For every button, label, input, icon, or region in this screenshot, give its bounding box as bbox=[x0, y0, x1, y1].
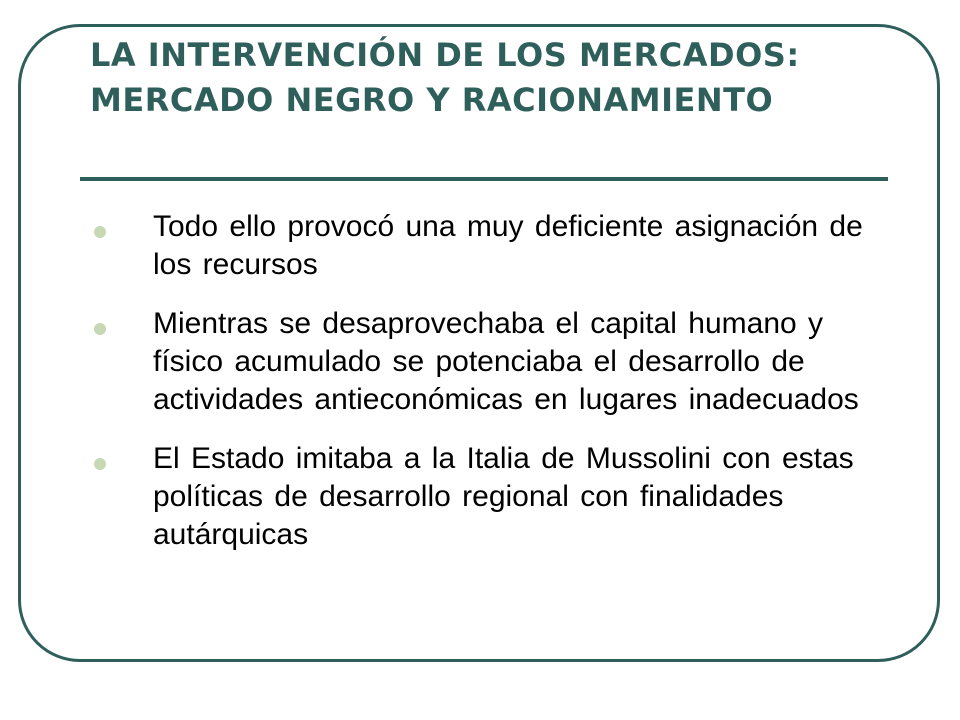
bullet-dot-icon bbox=[94, 226, 106, 238]
bullet-dot-icon bbox=[94, 323, 106, 335]
bullet-list bbox=[90, 208, 890, 575]
bullet-item bbox=[90, 208, 890, 284]
bullet-item bbox=[90, 440, 890, 554]
bullet-dot-icon bbox=[94, 458, 106, 470]
title-underline bbox=[80, 177, 888, 181]
slide-title: LA INTERVENCIÓN DE LOS MERCADOS: MERCADO NEGRO Y RACIONAMIENTO bbox=[90, 36, 800, 119]
bullet-text: El Estado imitaba a la Italia de Mussolini con estas políticas de desarrollo regional con finalidades autárquicas bbox=[153, 442, 854, 551]
bullet-text: Todo ello provocó una muy deficiente asignación de los recursos bbox=[153, 210, 863, 281]
bullet-text: Mientras se desaprovechaba el capital humano y físico acumulado se potenciaba el desarrollo de actividades antieconómicas en lugares inadecuados bbox=[153, 307, 859, 416]
bullet-item bbox=[90, 305, 890, 419]
